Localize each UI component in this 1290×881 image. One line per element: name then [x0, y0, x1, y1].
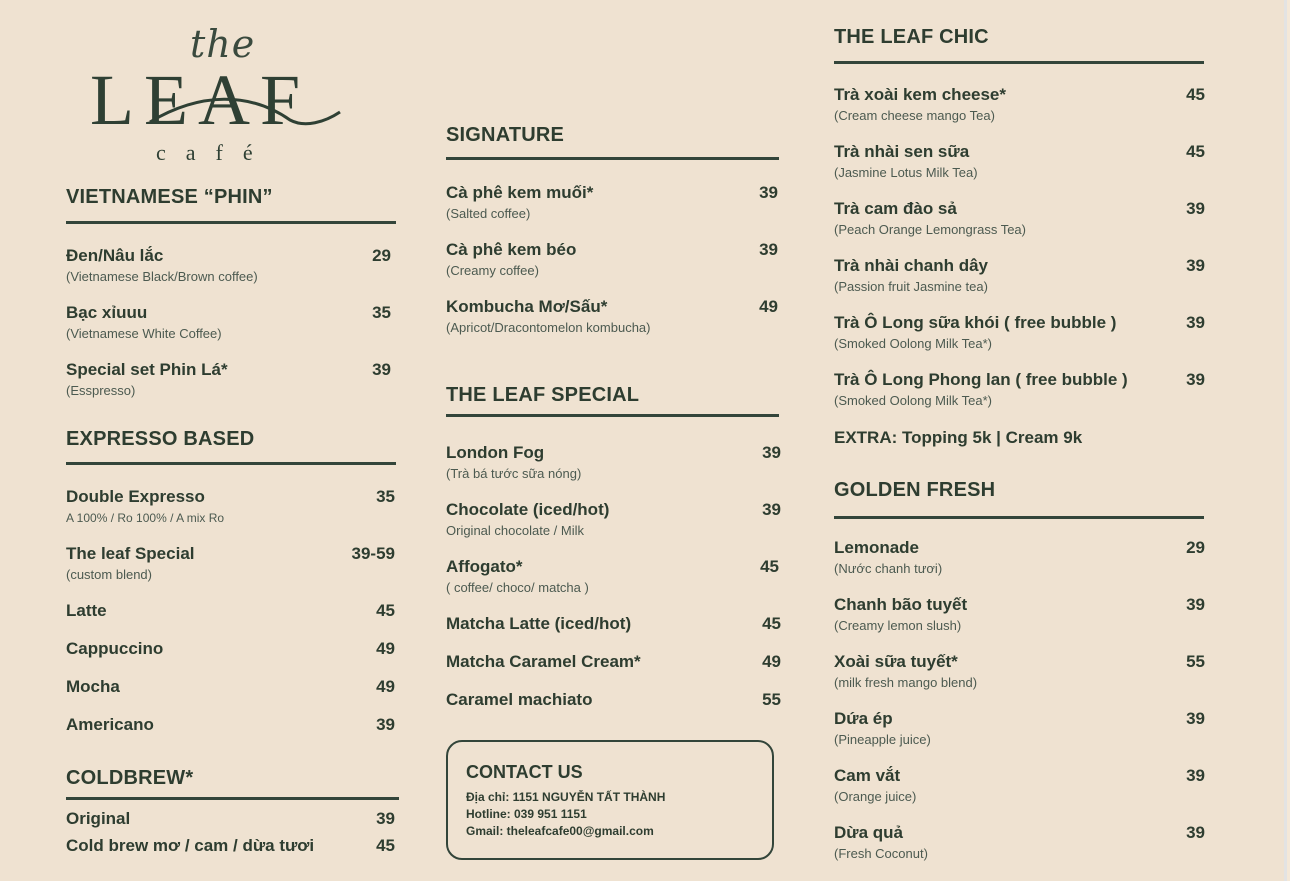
menu-item: [446, 614, 781, 634]
item-price: 49: [759, 297, 778, 316]
item-price: 45: [1186, 142, 1205, 161]
item-name: Trà Ô Long Phong lan ( free bubble ): [834, 370, 1128, 389]
menu-item: [834, 199, 1205, 238]
item-price: 39: [1186, 256, 1205, 275]
item-price: 39: [372, 360, 391, 379]
menu-item: [834, 538, 1205, 577]
menu-item: [834, 652, 1205, 691]
item-price: 39: [1186, 199, 1205, 218]
item-name: Trà xoài kem cheese*: [834, 85, 1007, 104]
section-title-golden: GOLDEN FRESH: [834, 479, 996, 501]
item-name: Double Expresso: [66, 487, 205, 506]
item-name: Cappuccino: [66, 639, 164, 658]
item-description: (Smoked Oolong Milk Tea*): [834, 393, 992, 408]
item-price: 39: [1186, 595, 1205, 614]
contact-hotline: Hotline: 039 951 1151: [466, 807, 587, 821]
item-name: Matcha Latte (iced/hot): [446, 614, 632, 633]
section-divider: [66, 221, 396, 224]
contact-email: Gmail: theleafcafe00@gmail.com: [466, 824, 654, 838]
item-name: Cà phê kem béo: [446, 240, 577, 259]
item-name: Trà cam đào sả: [834, 199, 957, 218]
menu-item: [446, 297, 778, 336]
item-description: (Cream cheese mango Tea): [834, 108, 995, 123]
menu-item: [66, 601, 395, 621]
item-description: (milk fresh mango blend): [834, 675, 978, 690]
menu-item: [446, 690, 781, 710]
item-price: 49: [376, 677, 395, 696]
item-description: ( coffee/ choco/ matcha ): [446, 580, 589, 595]
item-price: 39-59: [351, 544, 395, 563]
contact-address: Địa chỉ: 1151 NGUYỄN TẤT THÀNH: [466, 790, 666, 804]
item-description: (Pineapple juice): [834, 732, 931, 747]
section-title-signature: SIGNATURE: [446, 124, 565, 146]
item-price: 39: [1186, 823, 1205, 842]
menu-item: [834, 313, 1205, 352]
item-name: Đen/Nâu lắc: [66, 246, 164, 265]
section-divider: [834, 61, 1204, 64]
the-leaf-logo: [90, 22, 345, 167]
extra-topping-note: EXTRA: Topping 5k | Cream 9k: [834, 428, 1083, 447]
section-divider: [66, 462, 396, 465]
item-name: Dứa ép: [834, 709, 893, 728]
item-price: 39: [762, 443, 781, 462]
item-name: London Fog: [446, 443, 545, 462]
item-name: Chocolate (iced/hot): [446, 500, 610, 519]
item-price: 29: [1186, 538, 1205, 557]
item-description: (Creamy lemon slush): [834, 618, 962, 633]
item-price: 29: [372, 246, 391, 265]
item-name: The leaf Special: [66, 544, 195, 563]
section-title-chic: THE LEAF CHIC: [834, 26, 989, 48]
item-name: Latte: [66, 601, 107, 620]
menu-item: [66, 246, 391, 285]
logo-cafe-text: café: [156, 140, 273, 165]
section-divider: [834, 516, 1204, 519]
menu-item: [66, 715, 395, 735]
item-name: Matcha Caramel Cream*: [446, 652, 641, 671]
item-name: Trà nhài sen sữa: [834, 142, 970, 161]
section-title-expresso: EXPRESSO BASED: [66, 428, 255, 450]
section-divider: [446, 157, 779, 160]
item-price: 39: [376, 809, 395, 828]
menu-item: [66, 809, 395, 829]
item-name: Bạc xỉuuu: [66, 303, 148, 322]
logo-the-text: the: [190, 22, 256, 66]
contact-box: [446, 740, 774, 860]
item-name: Cold brew mơ / cam / dừa tươi: [66, 836, 315, 855]
item-price: 55: [1186, 652, 1205, 671]
section-title-coldbrew: COLDBREW*: [66, 767, 194, 789]
item-name: Caramel machiato: [446, 690, 593, 709]
menu-item: [834, 595, 1205, 634]
item-description: (Orange juice): [834, 789, 917, 804]
item-price: 39: [1186, 709, 1205, 728]
item-price: 45: [762, 614, 781, 633]
item-description: A 100% / Ro 100% / A mix Ro: [66, 511, 225, 525]
item-description: (Apricot/Dracontomelon kombucha): [446, 320, 651, 335]
item-description: (Smoked Oolong Milk Tea*): [834, 336, 992, 351]
item-price: 45: [1186, 85, 1205, 104]
item-price: 39: [762, 500, 781, 519]
item-name: Trà Ô Long sữa khói ( free bubble ): [834, 313, 1117, 332]
leaf-swoosh-icon: [90, 82, 345, 132]
item-description: (custom blend): [66, 567, 152, 582]
item-price: 39: [1186, 370, 1205, 389]
item-name: Original: [66, 809, 131, 828]
item-name: Americano: [66, 715, 154, 734]
menu-item: [66, 677, 395, 697]
item-price: 45: [376, 836, 395, 855]
contact-title: CONTACT US: [466, 762, 583, 782]
menu-item: [446, 557, 779, 596]
item-name: Special set Phin Lá*: [66, 360, 228, 379]
item-name: Chanh bão tuyết: [834, 595, 968, 614]
item-price: 49: [762, 652, 781, 671]
menu-item: [834, 256, 1205, 295]
menu-item: [834, 709, 1205, 748]
item-name: Dừa quả: [834, 823, 903, 842]
item-name: Lemonade: [834, 538, 920, 557]
item-description: (Nước chanh tươi): [834, 561, 943, 576]
menu-item: [834, 766, 1205, 805]
item-name: Xoài sữa tuyết*: [834, 652, 958, 671]
logo-leaf-text: LEAF: [90, 60, 310, 140]
menu-item: [446, 500, 781, 539]
item-price: 55: [762, 690, 781, 709]
item-description: (Vietnamese Black/Brown coffee): [66, 269, 258, 284]
item-price: 39: [376, 715, 395, 734]
item-name: Mocha: [66, 677, 120, 696]
section-title-leaf-special: THE LEAF SPECIAL: [446, 384, 640, 406]
menu-item: [66, 544, 395, 583]
section-divider: [446, 414, 779, 417]
menu-item: [834, 142, 1205, 181]
menu-item: [66, 487, 395, 526]
item-price: 39: [759, 240, 778, 259]
section-title-phin: VIETNAMESE “PHIN”: [66, 186, 273, 208]
menu-item: [446, 443, 781, 482]
item-price: 39: [1186, 313, 1205, 332]
item-price: 39: [759, 183, 778, 202]
item-price: 35: [376, 487, 395, 506]
menu-item: [66, 303, 391, 342]
item-name: Cam vắt: [834, 766, 901, 785]
item-description: (Jasmine Lotus Milk Tea): [834, 165, 978, 180]
menu-item: [66, 836, 395, 856]
item-price: 39: [1186, 766, 1205, 785]
item-description: (Vietnamese White Coffee): [66, 326, 222, 341]
item-description: (Salted coffee): [446, 206, 531, 221]
item-name: Trà nhài chanh dây: [834, 256, 988, 275]
menu-item: [66, 360, 391, 399]
item-description: (Fresh Coconut): [834, 846, 928, 861]
item-description: (Creamy coffee): [446, 263, 539, 278]
menu-item: [446, 652, 781, 672]
menu-item: [66, 639, 395, 659]
item-price: 35: [372, 303, 391, 322]
item-description: (Esspresso): [66, 383, 136, 398]
item-name: Cà phê kem muối*: [446, 183, 594, 202]
menu-item: [834, 85, 1205, 124]
menu-item: [446, 183, 778, 222]
item-price: 45: [760, 557, 779, 576]
menu-item: [834, 370, 1205, 409]
section-divider: [66, 797, 399, 800]
item-price: 49: [376, 639, 395, 658]
menu-item: [446, 240, 778, 279]
item-description: (Passion fruit Jasmine tea): [834, 279, 988, 294]
item-name: Affogato*: [446, 557, 523, 576]
item-description: (Peach Orange Lemongrass Tea): [834, 222, 1026, 237]
item-description: (Trà bá tước sữa nóng): [446, 466, 582, 481]
item-description: Original chocolate / Milk: [446, 523, 584, 538]
item-price: 45: [376, 601, 395, 620]
item-name: Kombucha Mơ/Sấu*: [446, 297, 608, 316]
menu-item: [834, 823, 1205, 862]
